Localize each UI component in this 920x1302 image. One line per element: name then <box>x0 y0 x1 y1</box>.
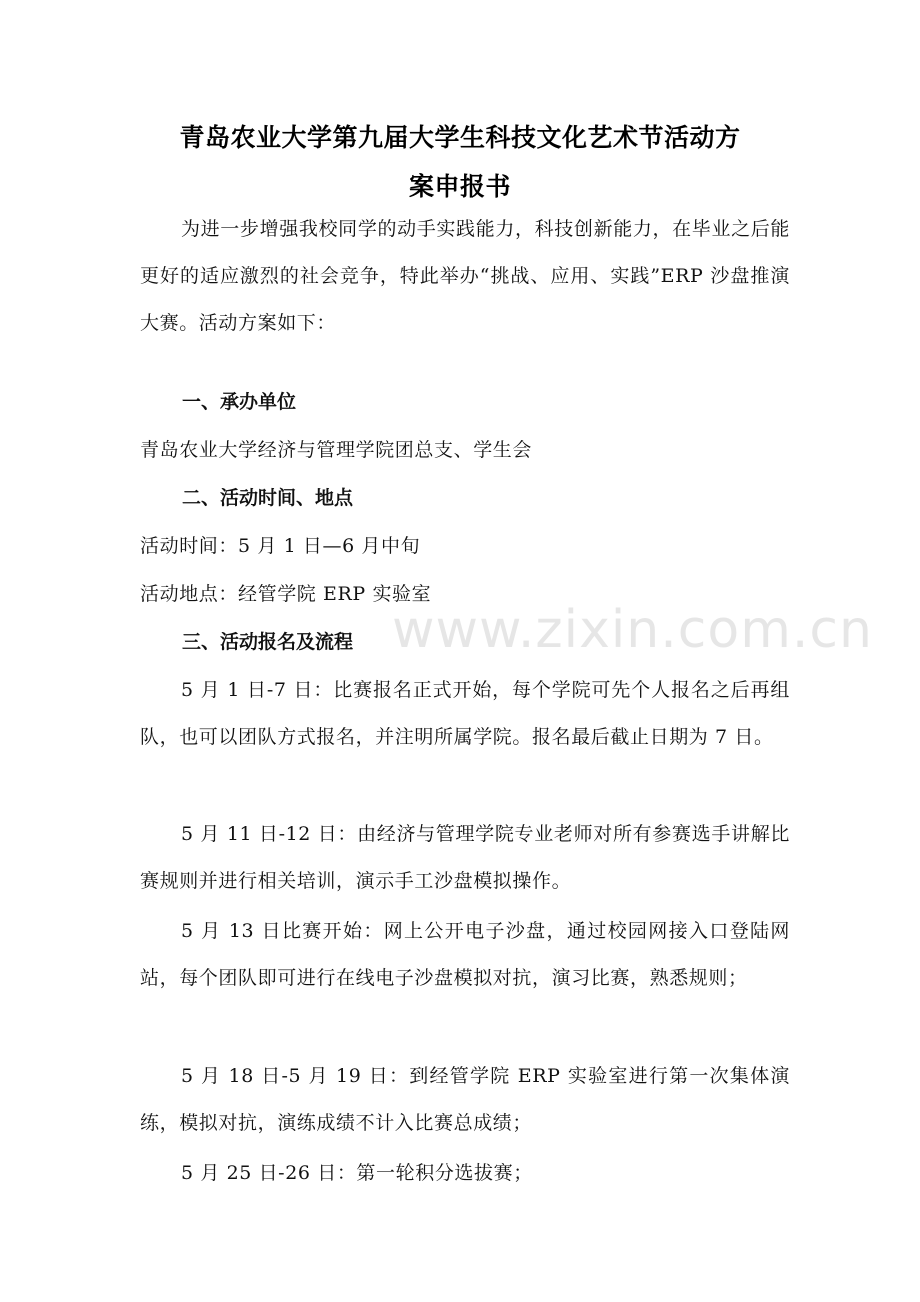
schedule-item: 5 月 11 日-12 日：由经济与管理学院专业老师对所有参赛选手讲解比赛规则并进行相关培训，演示手工沙盘模拟操作。 <box>140 823 790 892</box>
document-title-line-1: 青岛农业大学第九届大学生科技文化艺术节活动方 <box>179 123 741 152</box>
activity-time: 活动时间：5 月 1 日—6 月中旬 <box>140 535 421 557</box>
schedule-item: 5 月 13 日比赛开始：网上公开电子沙盘，通过校园网接入口登陆网站，每个团队即可进行在线电子沙盘模拟对抗，演习比赛，熟悉规则； <box>140 920 790 989</box>
section-3-heading: 三、活动报名及流程 <box>182 631 354 653</box>
intro-paragraph: 为进一步增强我校同学的动手实践能力，科技创新能力，在毕业之后能更好的适应激烈的社会竞争，特此举办“挑战、应用、实践”ERP 沙盘推演大赛。活动方案如下： <box>140 218 790 334</box>
site-watermark: www.zixin.com.cn <box>392 600 873 660</box>
document-title-line-2: 案申报书 <box>408 172 511 201</box>
schedule-item: 5 月 25 日-26 日：第一轮积分选拔赛； <box>181 1162 533 1184</box>
schedule-item: 5 月 1 日-7 日：比赛报名正式开始，每个学院可先个人报名之后再组队，也可以团队方式报名，并注明所属学院。报名最后截止日期为 7 日。 <box>140 679 790 748</box>
section-2-heading: 二、活动时间、地点 <box>182 487 354 509</box>
schedule-item: 5 月 18 日-5 月 19 日：到经管学院 ERP 实验室进行第一次集体演练，模拟对抗，演练成绩不计入比赛总成绩； <box>140 1065 790 1134</box>
section-1-content: 青岛农业大学经济与管理学院团总支、学生会 <box>140 439 533 461</box>
activity-place: 活动地点：经管学院 ERP 实验室 <box>140 583 432 605</box>
section-1-heading: 一、承办单位 <box>182 391 297 413</box>
